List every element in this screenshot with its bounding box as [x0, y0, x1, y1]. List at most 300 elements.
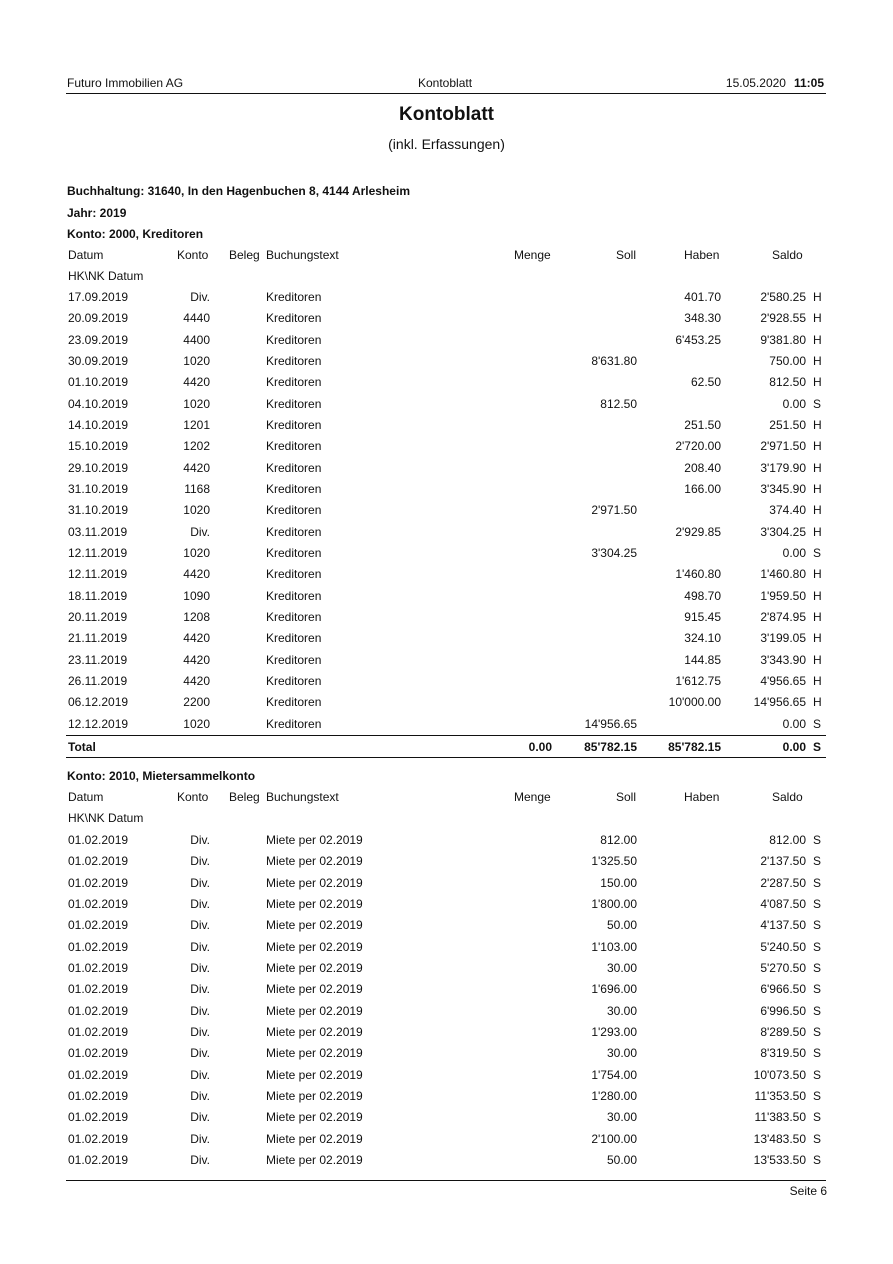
total-menge: 0.00	[528, 740, 552, 754]
row-soll: 3'304.25	[591, 545, 637, 560]
row-haben: 401.70	[684, 290, 721, 304]
row-soll-haben: S	[813, 545, 822, 560]
row-haben: 1'460.80	[675, 567, 721, 582]
table-row	[0, 503, 893, 524]
row-buchungstext: Kreditoren	[266, 332, 322, 347]
table-row	[0, 1046, 893, 1067]
row-saldo: 2'874.95	[760, 609, 806, 624]
row-buchungstext: Kreditoren	[266, 503, 322, 518]
row-soll-haben: H	[813, 332, 822, 347]
table-row	[0, 631, 893, 652]
jahr-info: Jahr: 2019	[67, 206, 127, 220]
row-soll-haben: S	[813, 1131, 822, 1146]
column-header-row	[0, 790, 893, 811]
row-datum: 01.02.2019	[68, 1152, 129, 1167]
row-soll-haben: H	[813, 631, 822, 646]
row-konto: Div.	[190, 854, 210, 869]
row-soll-haben: S	[813, 896, 822, 911]
row-buchungstext: Miete per 02.2019	[266, 1024, 363, 1039]
col-buchungstext: Buchungstext	[266, 790, 339, 804]
row-saldo: 0.00	[782, 716, 806, 731]
row-soll-haben: S	[813, 939, 822, 954]
row-soll-haben: H	[813, 567, 822, 582]
print-time: 11:05	[793, 76, 824, 90]
row-datum: 01.02.2019	[68, 960, 129, 975]
row-saldo: 1'959.50	[760, 588, 806, 603]
row-saldo: 11'383.50	[754, 1110, 806, 1125]
row-soll: 30.00	[606, 1110, 637, 1125]
table-row	[0, 1153, 893, 1174]
row-buchungstext: Kreditoren	[266, 311, 322, 326]
row-konto: Div.	[190, 918, 210, 933]
row-konto: 1208	[183, 609, 210, 624]
row-konto: 1020	[183, 396, 210, 411]
row-buchungstext: Kreditoren	[266, 652, 322, 667]
row-soll-haben: S	[813, 918, 822, 933]
row-buchungstext: Kreditoren	[266, 290, 322, 304]
row-haben: 208.40	[684, 460, 721, 475]
buchhaltung-info: Buchhaltung: 31640, In den Hagenbuchen 8, 4144 Arlesheim	[67, 184, 410, 198]
row-konto: 1020	[183, 503, 210, 518]
row-datum: 01.02.2019	[68, 939, 129, 954]
row-konto: Div.	[190, 1088, 210, 1103]
page-number: Seite 6	[789, 1184, 827, 1198]
row-konto: Div.	[190, 960, 210, 975]
table-row	[0, 653, 893, 674]
row-haben: 915.45	[684, 609, 721, 624]
row-buchungstext: Kreditoren	[266, 524, 322, 539]
row-saldo: 3'304.25	[760, 524, 806, 539]
row-soll-haben: H	[813, 439, 822, 454]
total-saldo: 0.00	[782, 740, 806, 754]
row-haben: 348.30	[684, 311, 721, 326]
row-soll-haben: S	[813, 982, 822, 997]
row-konto: 4420	[183, 673, 210, 688]
row-haben: 1'612.75	[675, 673, 721, 688]
print-datetime	[726, 76, 824, 90]
total-soll: 85'782.15	[584, 740, 637, 754]
row-saldo: 9'381.80	[760, 332, 806, 347]
row-datum: 01.02.2019	[68, 1067, 129, 1082]
table-row	[0, 461, 893, 482]
row-konto: 1020	[183, 353, 210, 368]
table-row	[0, 482, 893, 503]
table-row	[0, 439, 893, 460]
row-soll-haben: S	[813, 854, 822, 869]
row-datum: 01.02.2019	[68, 1110, 129, 1125]
col-beleg: Beleg	[229, 790, 260, 804]
row-saldo: 6'966.50	[760, 982, 806, 997]
row-soll-haben: H	[813, 588, 822, 603]
row-saldo: 4'137.50	[760, 918, 806, 933]
row-saldo: 11'353.50	[754, 1088, 806, 1103]
table-row	[0, 375, 893, 396]
row-datum: 29.10.2019	[68, 460, 129, 475]
row-saldo: 2'928.55	[760, 311, 806, 326]
col-konto: Konto	[177, 248, 209, 262]
table-row	[0, 1110, 893, 1131]
row-datum: 23.09.2019	[68, 332, 129, 347]
row-konto: 2200	[183, 695, 210, 710]
row-buchungstext: Kreditoren	[266, 460, 322, 475]
row-saldo: 13'533.50	[753, 1152, 806, 1167]
row-konto: 4420	[183, 631, 210, 646]
row-soll-haben: H	[813, 375, 822, 390]
row-datum: 01.02.2019	[68, 1046, 129, 1061]
row-buchungstext: Miete per 02.2019	[266, 1088, 363, 1103]
konto-title: Konto: 2000, Kreditoren	[67, 227, 204, 241]
col-hknk-datum: HK\NK Datum	[68, 811, 144, 825]
row-saldo: 2'580.25	[760, 290, 806, 304]
row-haben: 251.50	[684, 417, 721, 432]
row-buchungstext: Kreditoren	[266, 375, 322, 390]
row-haben: 2'929.85	[675, 524, 721, 539]
row-datum: 12.11.2019	[68, 545, 128, 560]
col-datum: Datum	[68, 790, 104, 804]
row-konto: 1201	[183, 417, 210, 432]
row-konto: Div.	[190, 1024, 210, 1039]
row-datum: 01.02.2019	[68, 854, 129, 869]
row-soll-haben: H	[813, 311, 822, 326]
table-row	[0, 610, 893, 631]
row-konto: Div.	[190, 896, 210, 911]
row-saldo: 750.00	[769, 353, 806, 368]
table-row	[0, 918, 893, 939]
row-datum: 20.09.2019	[68, 311, 129, 326]
row-buchungstext: Kreditoren	[266, 695, 322, 710]
row-buchungstext: Miete per 02.2019	[266, 833, 363, 847]
col-hknk-datum: HK\NK Datum	[68, 269, 144, 283]
row-saldo: 812.00	[769, 833, 806, 847]
row-datum: 12.12.2019	[68, 716, 129, 731]
row-soll: 30.00	[606, 960, 637, 975]
row-buchungstext: Kreditoren	[266, 567, 322, 582]
row-buchungstext: Kreditoren	[266, 545, 322, 560]
row-soll: 50.00	[606, 918, 637, 933]
row-datum: 26.11.2019	[68, 673, 128, 688]
row-soll-haben: S	[813, 716, 822, 731]
row-datum: 06.12.2019	[68, 695, 129, 710]
row-konto: Div.	[190, 939, 210, 954]
col-buchungstext: Buchungstext	[266, 248, 339, 262]
row-konto: 4420	[183, 567, 210, 582]
konto-title: Konto: 2010, Mietersammelkonto	[67, 769, 256, 783]
table-row	[0, 961, 893, 982]
table-row	[0, 1025, 893, 1046]
row-haben: 166.00	[684, 481, 721, 496]
row-soll-haben: S	[813, 960, 822, 975]
row-soll: 1'696.00	[591, 982, 637, 997]
table-row	[0, 525, 893, 546]
table-row	[0, 1004, 893, 1025]
row-soll-haben: H	[813, 695, 822, 710]
col-saldo: Saldo	[772, 248, 803, 262]
row-datum: 04.10.2019	[68, 396, 129, 411]
col-saldo: Saldo	[772, 790, 803, 804]
row-datum: 01.02.2019	[68, 1131, 129, 1146]
row-konto: 4440	[183, 311, 210, 326]
total-underline	[66, 757, 826, 758]
row-buchungstext: Kreditoren	[266, 353, 322, 368]
row-saldo: 8'319.50	[760, 1046, 806, 1061]
table-row	[0, 567, 893, 588]
row-soll: 30.00	[606, 1003, 637, 1018]
row-konto: 1202	[183, 439, 210, 454]
row-datum: 21.11.2019	[68, 631, 128, 646]
row-saldo: 0.00	[782, 396, 806, 411]
header-rule	[66, 93, 826, 94]
row-soll-haben: S	[813, 1110, 822, 1125]
column-header-row	[0, 248, 893, 269]
row-saldo: 3'199.05	[760, 631, 806, 646]
row-konto: Div.	[190, 1152, 210, 1167]
row-soll-haben: H	[813, 481, 822, 496]
row-buchungstext: Miete per 02.2019	[266, 875, 363, 890]
print-date: 15.05.2020	[725, 76, 786, 90]
page-title: Kontoblatt	[399, 104, 494, 125]
row-saldo: 5'270.50	[760, 960, 806, 975]
col-menge: Menge	[514, 790, 551, 804]
row-soll-haben: H	[813, 290, 822, 304]
row-buchungstext: Kreditoren	[266, 481, 322, 496]
row-konto: Div.	[190, 982, 210, 997]
table-row	[0, 1132, 893, 1153]
row-soll-haben: H	[813, 417, 822, 432]
row-saldo: 4'956.65	[760, 673, 806, 688]
hknk-header-row	[0, 811, 893, 832]
table-row	[0, 290, 893, 311]
row-datum: 17.09.2019	[68, 290, 129, 304]
row-haben: 144.85	[684, 652, 721, 667]
row-konto: Div.	[190, 1003, 210, 1018]
hknk-header-row	[0, 269, 893, 290]
row-haben: 62.50	[690, 375, 721, 390]
row-konto: 4420	[183, 652, 210, 667]
row-soll: 8'631.80	[591, 353, 637, 368]
row-buchungstext: Miete per 02.2019	[266, 1003, 363, 1018]
total-rule	[66, 735, 826, 736]
row-datum: 15.10.2019	[68, 439, 129, 454]
row-soll-haben: H	[813, 673, 822, 688]
row-konto: 1020	[183, 545, 210, 560]
row-soll: 150.00	[600, 875, 637, 890]
row-soll: 812.00	[600, 833, 637, 847]
row-soll-haben: H	[813, 652, 822, 667]
row-soll-haben: H	[813, 353, 822, 368]
row-buchungstext: Miete per 02.2019	[266, 1152, 363, 1167]
row-datum: 01.02.2019	[68, 918, 129, 933]
page-subtitle: (inkl. Erfassungen)	[388, 136, 505, 152]
row-soll: 1'103.00	[591, 939, 637, 954]
row-soll: 50.00	[606, 1152, 637, 1167]
row-soll: 1'800.00	[591, 896, 637, 911]
table-row	[0, 589, 893, 610]
row-saldo: 374.40	[769, 503, 806, 518]
row-datum: 31.10.2019	[68, 503, 129, 518]
row-buchungstext: Miete per 02.2019	[266, 918, 363, 933]
row-soll: 1'325.50	[591, 854, 637, 869]
row-buchungstext: Miete per 02.2019	[266, 960, 363, 975]
row-konto: Div.	[190, 1067, 210, 1082]
row-buchungstext: Kreditoren	[266, 396, 322, 411]
row-buchungstext: Kreditoren	[266, 673, 322, 688]
row-soll: 14'956.65	[584, 716, 637, 731]
row-datum: 01.02.2019	[68, 833, 129, 847]
table-row	[0, 546, 893, 567]
row-soll: 1'280.00	[591, 1088, 637, 1103]
row-datum: 01.02.2019	[68, 982, 129, 997]
total-haben: 85'782.15	[668, 740, 721, 754]
row-saldo: 8'289.50	[760, 1024, 806, 1039]
row-saldo: 251.50	[769, 417, 806, 432]
row-soll-haben: S	[813, 833, 822, 847]
row-soll-haben: S	[813, 1003, 822, 1018]
row-haben: 498.70	[684, 588, 721, 603]
row-datum: 01.02.2019	[68, 1024, 129, 1039]
table-row	[0, 695, 893, 716]
row-konto: 1090	[183, 588, 210, 603]
row-datum: 12.11.2019	[68, 567, 128, 582]
row-saldo: 5'240.50	[760, 939, 806, 954]
row-datum: 03.11.2019	[68, 524, 128, 539]
row-soll-haben: H	[813, 524, 822, 539]
row-konto: 4420	[183, 375, 210, 390]
row-haben: 10'000.00	[668, 695, 721, 710]
row-buchungstext: Kreditoren	[266, 439, 322, 454]
row-buchungstext: Miete per 02.2019	[266, 854, 363, 869]
table-row	[0, 354, 893, 375]
row-saldo: 3'343.90	[760, 652, 806, 667]
company-name: Futuro Immobilien AG	[67, 76, 184, 90]
row-buchungstext: Kreditoren	[266, 631, 322, 646]
row-soll-haben: H	[813, 609, 822, 624]
table-row	[0, 876, 893, 897]
table-row	[0, 1089, 893, 1110]
table-row	[0, 674, 893, 695]
row-saldo: 3'179.90	[760, 460, 806, 475]
row-saldo: 812.50	[769, 375, 806, 390]
row-saldo: 2'287.50	[760, 875, 806, 890]
col-soll: Soll	[615, 790, 636, 804]
col-datum: Datum	[68, 248, 104, 262]
row-datum: 20.11.2019	[68, 609, 128, 624]
row-soll-haben: S	[813, 1024, 822, 1039]
table-row	[0, 418, 893, 439]
col-haben: Haben	[684, 248, 720, 262]
row-buchungstext: Miete per 02.2019	[266, 896, 363, 911]
row-konto: 1168	[184, 481, 210, 496]
row-soll-haben: S	[813, 875, 822, 890]
row-soll: 2'971.50	[591, 503, 637, 518]
row-saldo: 6'996.50	[760, 1003, 806, 1018]
table-row	[0, 940, 893, 961]
table-row	[0, 333, 893, 354]
row-soll-haben: S	[813, 1067, 822, 1082]
row-datum: 01.02.2019	[68, 1003, 129, 1018]
report-name: Kontoblatt	[418, 76, 473, 90]
row-datum: 01.10.2019	[68, 375, 129, 390]
row-saldo: 14'956.65	[753, 695, 806, 710]
row-soll-haben: S	[813, 1088, 822, 1103]
row-saldo: 2'971.50	[760, 439, 806, 454]
row-konto: 4400	[183, 332, 210, 347]
col-soll: Soll	[615, 248, 636, 262]
row-datum: 14.10.2019	[68, 417, 129, 432]
table-row	[0, 311, 893, 332]
row-datum: 23.11.2019	[68, 652, 128, 667]
table-row	[0, 982, 893, 1003]
row-buchungstext: Miete per 02.2019	[266, 982, 363, 997]
table-row	[0, 1068, 893, 1089]
table-row	[0, 397, 893, 418]
row-konto: Div.	[190, 875, 210, 890]
row-datum: 31.10.2019	[68, 481, 129, 496]
row-soll: 1'754.00	[591, 1067, 637, 1082]
row-datum: 01.02.2019	[68, 1088, 129, 1103]
row-konto: 4420	[183, 460, 210, 475]
row-datum: 01.02.2019	[68, 875, 129, 890]
table-row	[0, 833, 893, 854]
row-konto: Div.	[190, 1046, 210, 1061]
row-soll: 812.50	[600, 396, 637, 411]
row-soll-haben: S	[813, 1152, 822, 1167]
table-row	[0, 854, 893, 875]
row-soll: 1'293.00	[591, 1024, 637, 1039]
row-haben: 324.10	[684, 631, 721, 646]
row-soll: 2'100.00	[591, 1131, 637, 1146]
col-beleg: Beleg	[229, 248, 260, 262]
row-buchungstext: Kreditoren	[266, 417, 322, 432]
col-haben: Haben	[684, 790, 720, 804]
row-soll-haben: S	[813, 396, 822, 411]
row-konto: Div.	[190, 1131, 210, 1146]
row-datum: 18.11.2019	[68, 588, 128, 603]
total-sh: S	[813, 740, 822, 754]
col-menge: Menge	[514, 248, 551, 262]
total-label: Total	[68, 740, 96, 754]
row-buchungstext: Kreditoren	[266, 588, 322, 603]
row-saldo: 13'483.50	[753, 1131, 806, 1146]
row-konto: Div.	[190, 1110, 210, 1125]
row-buchungstext: Miete per 02.2019	[266, 1046, 363, 1061]
row-datum: 01.02.2019	[68, 896, 129, 911]
row-konto: Div.	[190, 290, 210, 304]
row-soll-haben: H	[813, 503, 822, 518]
row-buchungstext: Miete per 02.2019	[266, 939, 363, 954]
row-soll-haben: H	[813, 460, 822, 475]
col-konto: Konto	[177, 790, 209, 804]
row-datum: 30.09.2019	[68, 353, 129, 368]
row-buchungstext: Miete per 02.2019	[266, 1131, 363, 1146]
row-saldo: 2'137.50	[760, 854, 806, 869]
table-row	[0, 897, 893, 918]
row-haben: 6'453.25	[675, 332, 721, 347]
row-saldo: 0.00	[782, 545, 806, 560]
row-soll-haben: S	[813, 1046, 822, 1061]
row-konto: Div.	[190, 524, 210, 539]
row-saldo: 3'345.90	[760, 481, 806, 496]
row-soll: 30.00	[606, 1046, 637, 1061]
row-buchungstext: Miete per 02.2019	[266, 1067, 363, 1082]
row-buchungstext: Kreditoren	[266, 716, 322, 731]
row-konto: Div.	[190, 833, 210, 847]
row-buchungstext: Miete per 02.2019	[266, 1110, 363, 1125]
row-buchungstext: Kreditoren	[266, 609, 322, 624]
row-saldo: 4'087.50	[760, 896, 806, 911]
row-saldo: 1'460.80	[760, 567, 806, 582]
row-saldo: 10'073.50	[753, 1067, 806, 1082]
row-konto: 1020	[183, 716, 210, 731]
